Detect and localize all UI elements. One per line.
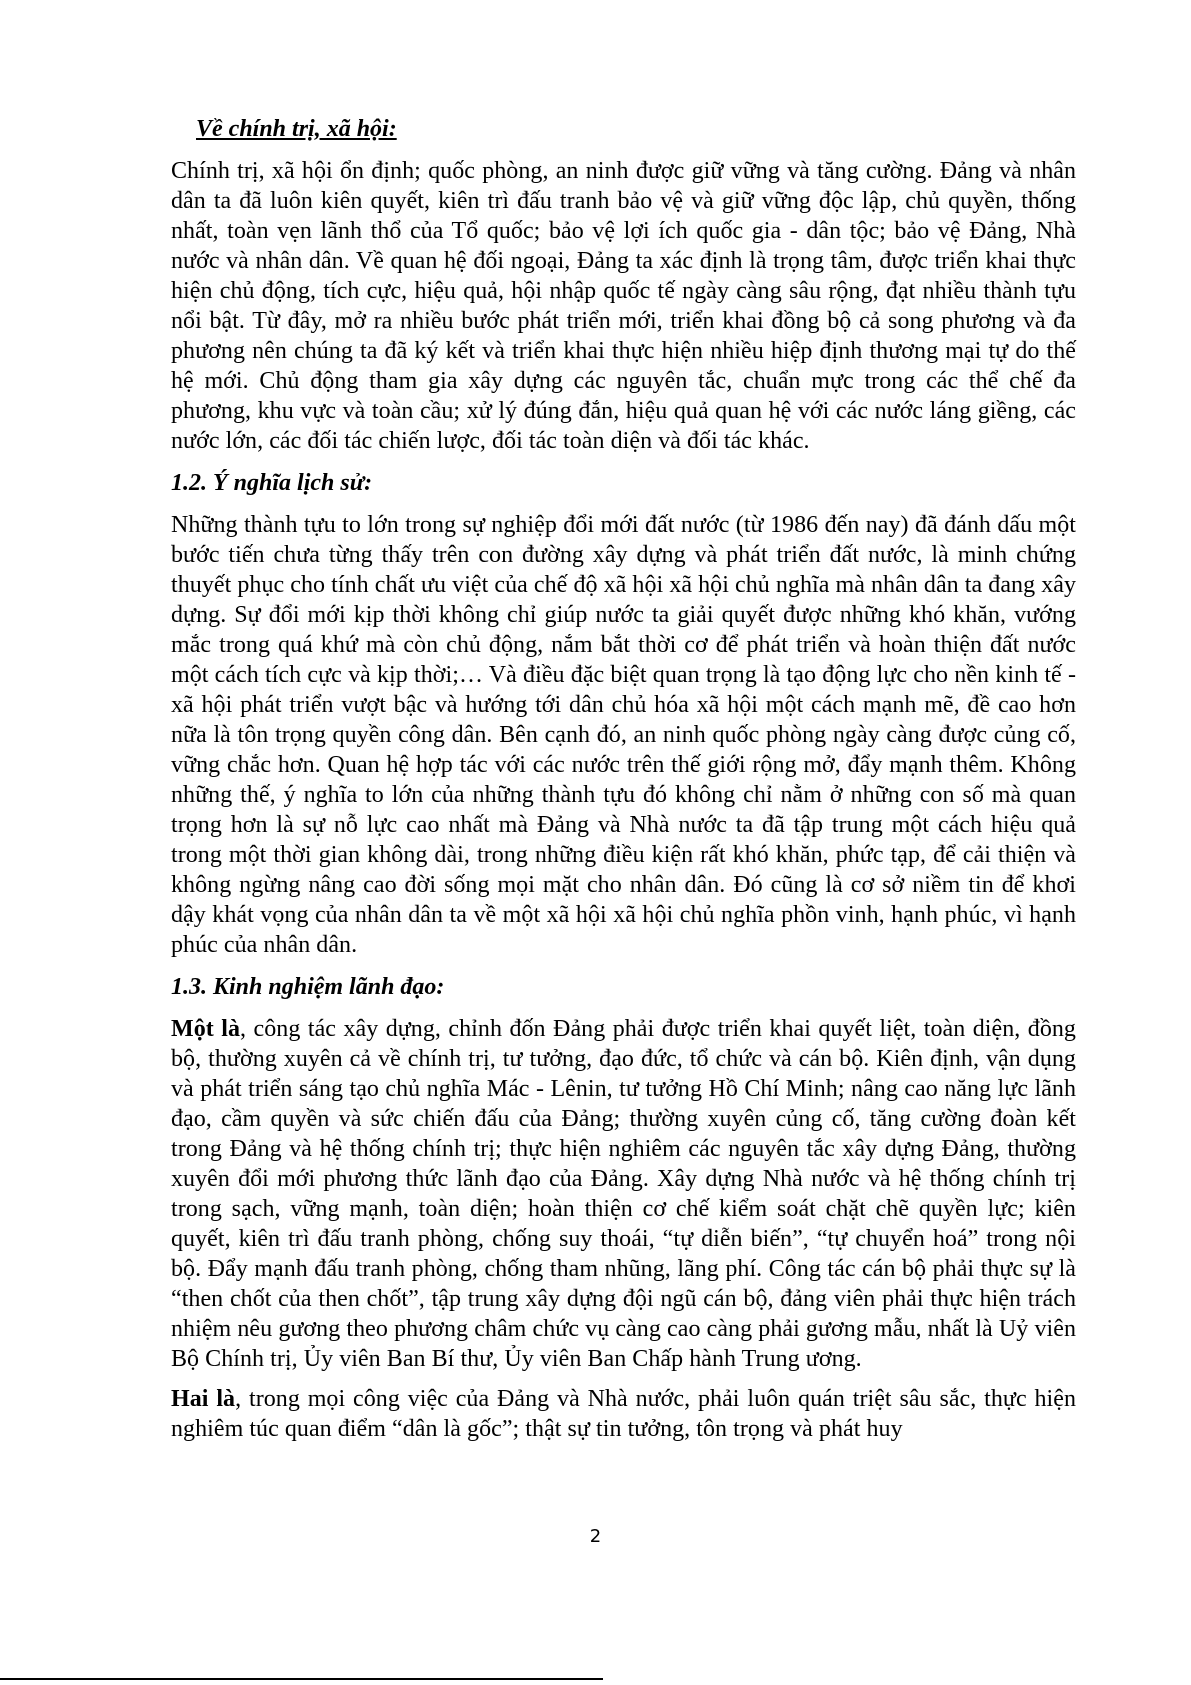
heading-leadership-experience: 1.3. Kinh nghiệm lãnh đạo: (171, 974, 445, 1000)
paragraph-point-two (171, 1384, 1076, 1444)
page-body (171, 114, 1076, 1454)
paragraph-politics-society: Chính trị, xã hội ổn định; quốc phòng, an ninh được giữ vững và tăng cường. Đảng và nhân dân ta đã luôn kiên quyết, kiên trì đấu tranh bảo vệ và giữ vững độc lập, chủ quyền, thống nhất, toàn vẹn lãnh thổ của Tổ quốc; bảo vệ lợi ích quốc gia - dân tộc; bảo vệ Đảng, Nhà nước và nhân dân. Về quan hệ đối ngoại, Đảng ta xác định là trọng tâm, được triển khai thực hiện chủ động, tích cực, hiệu quả, hội nhập quốc tế ngày càng sâu rộng, đạt nhiều thành tựu nổi bật. Từ đây, mở ra nhiều bước phát triển mới, triển khai đồng bộ cả song phương và đa phương nên chúng ta đã ký kết và triển khai thực hiện nhiều hiệp định thương mại tự do thế hệ mới. Chủ động tham gia xây dựng các nguyên tắc, chuẩn mực trong các thể chế đa phương, khu vực và toàn cầu; xử lý đúng đắn, hiệu quả quan hệ với các nước láng giềng, các nước lớn, các đối tác chiến lược, đối tác toàn diện và đối tác khác. (171, 158, 1076, 454)
heading-historical-significance: 1.2. Ý nghĩa lịch sử: (171, 470, 373, 496)
footer-divider (0, 1678, 603, 1680)
point-two-lead: Hai là (171, 1386, 236, 1412)
paragraph-historical-significance: Những thành tựu to lớn trong sự nghiệp đổi mới đất nước (từ 1986 đến nay) đã đánh dấu một bước tiến chưa từng thấy trên con đường xây dựng và phát triển đất nước, là minh chứng thuyết phục cho tính chất ưu việt của chế độ xã hội xã hội chủ nghĩa mà nhân dân ta đang xây dựng. Sự đổi mới kịp thời không chỉ giúp nước ta giải quyết được những khó khăn, vướng mắc trong quá khứ mà còn chủ động, nắm bắt thời cơ để phát triển và hoàn thiện đất nước một cách tích cực và kịp thời;… Và điều đặc biệt quan trọng là tạo động lực cho nền kinh tế - xã hội phát triển vượt bậc và hướng tới dân chủ hóa xã hội một cách mạnh mẽ, đề cao hơn nữa là tôn trọng quyền công dân. Bên cạnh đó, an ninh quốc phòng ngày càng được củng cố, vững chắc hơn. Quan hệ hợp tác với các nước trên thế giới rộng mở, đẩy mạnh thêm. Không những thế, ý nghĩa to lớn của những thành tựu đó không chỉ nằm ở những con số mà quan trọng hơn là sự nỗ lực cao nhất mà Đảng và Nhà nước ta đã tập trung một cách hiệu quả trong một thời gian không dài, trong những điều kiện rất khó khăn, phức tạp, để cải thiện và không ngừng nâng cao đời sống mọi mặt cho nhân dân. Đó cũng là cơ sở niềm tin để khơi dậy khát vọng của nhân dân ta về một xã hội xã hội chủ nghĩa phồn vinh, hạnh phúc, vì hạnh phúc của nhân dân. (171, 512, 1076, 958)
paragraph-point-one (171, 1014, 1076, 1374)
page-number: 2 (589, 1526, 602, 1547)
point-one-lead: Một là (171, 1016, 241, 1042)
point-two-text: , trong mọi công việc của Đảng và Nhà nước, phải luôn quán triệt sâu sắc, thực hiện nghiêm túc quan điểm “dân là gốc”; thật sự tin tưởng, tôn trọng và phát huy (171, 1386, 1076, 1442)
heading-politics-society: Về chính trị, xã hội: (196, 116, 397, 142)
point-one-text: , công tác xây dựng, chỉnh đốn Đảng phải được triển khai quyết liệt, toàn diện, đồng bộ, thường xuyên cả về chính trị, tư tưởng, đạo đức, tổ chức và cán bộ. Kiên định, vận dụng và phát triển sáng tạo chủ nghĩa Mác - Lênin, tư tưởng Hồ Chí Minh; nâng cao năng lực lãnh đạo, cầm quyền và sức chiến đấu của Đảng; thường xuyên củng cố, tăng cường đoàn kết trong Đảng và hệ thống chính trị; thực hiện nghiêm các nguyên tắc xây dựng Đảng, thường xuyên đổi mới phương thức lãnh đạo của Đảng. Xây dựng Nhà nước và hệ thống chính trị trong sạch, vững mạnh, toàn diện; hoàn thiện cơ chế kiểm soát chặt chẽ quyền lực; kiên quyết, kiên trì đấu tranh phòng, chống suy thoái, “tự diễn biến”, “tự chuyển hoá” trong nội bộ. Đẩy mạnh đấu tranh phòng, chống tham nhũng, lãng phí. Công tác cán bộ phải thực sự là “then chốt của then chốt”, tập trung xây dựng đội ngũ cán bộ, đảng viên phải thực hiện trách nhiệm nêu gương theo phương châm chức vụ càng cao càng phải gương mẫu, nhất là Uỷ viên Bộ Chính trị, Ủy viên Ban Bí thư, Ủy viên Ban Chấp hành Trung ương. (171, 1016, 1076, 1372)
